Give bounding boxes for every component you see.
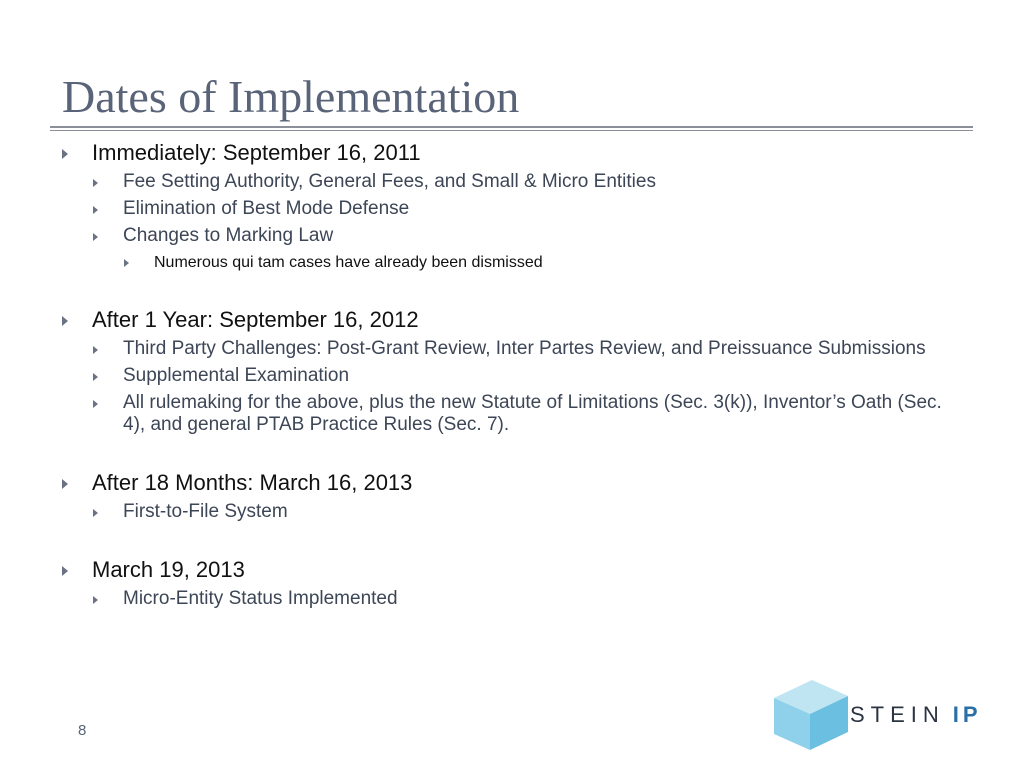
- bullet-arrow-icon: [93, 233, 98, 241]
- bullet-level2: [93, 198, 962, 220]
- logo-wordmark: [850, 702, 982, 728]
- bullet-arrow-icon: [93, 596, 98, 604]
- bullet-text: Supplemental Examination: [123, 365, 350, 386]
- bullet-text: Micro-Entity Status Implemented: [123, 588, 398, 609]
- title-divider-thin: [50, 130, 973, 131]
- section-immediately: [62, 140, 962, 273]
- bullet-level2: [93, 588, 962, 610]
- section-heading: March 19, 2013: [92, 557, 245, 582]
- bullet-text: Elimination of Best Mode Defense: [123, 198, 410, 219]
- page-number: 8: [78, 722, 87, 739]
- bullet-level2: [93, 171, 962, 193]
- bullet-level2: [93, 225, 962, 247]
- bullet-text: All rulemaking for the above, plus the new Statute of Limitations (Sec. 3(k)), Inventor’s Oath (Sec. 4), and general PTAB Practice Rules (Sec. 7).: [123, 392, 942, 435]
- bullet-level1: [62, 140, 962, 166]
- bullet-level1: [62, 557, 962, 583]
- bullet-level2: [93, 365, 962, 387]
- logo-stein-text: STEIN: [850, 702, 945, 727]
- bullet-arrow-icon: [62, 566, 68, 576]
- bullet-arrow-icon: [93, 179, 98, 187]
- bullet-list: [62, 140, 962, 644]
- bullet-arrow-icon: [124, 259, 129, 267]
- bullet-level3: [124, 253, 962, 273]
- section-march-19: [62, 557, 962, 610]
- bullet-arrow-icon: [93, 400, 98, 408]
- logo-ip-text: IP: [952, 702, 982, 727]
- section-heading: After 1 Year: September 16, 2012: [92, 307, 419, 332]
- bullet-text: First-to-File System: [123, 501, 288, 522]
- bullet-arrow-icon: [93, 373, 98, 381]
- bullet-level2: [93, 501, 962, 523]
- bullet-arrow-icon: [93, 346, 98, 354]
- bullet-text: Third Party Challenges: Post-Grant Review, Inter Partes Review, and Preissuance Submissions: [123, 338, 926, 359]
- bullet-level1: [62, 470, 962, 496]
- bullet-text: Changes to Marking Law: [123, 225, 334, 246]
- bullet-arrow-icon: [62, 149, 68, 159]
- slide-title: Dates of Implementation: [62, 71, 520, 122]
- bullet-arrow-icon: [62, 316, 68, 326]
- bullet-level1: [62, 307, 962, 333]
- bullet-level2: [93, 338, 962, 360]
- bullet-arrow-icon: [93, 509, 98, 517]
- bullet-text: Fee Setting Authority, General Fees, and Small & Micro Entities: [123, 171, 656, 192]
- section-heading: Immediately: September 16, 2011: [92, 140, 421, 165]
- section-after-1-year: [62, 307, 962, 436]
- section-after-18-months: [62, 470, 962, 523]
- section-heading: After 18 Months: March 16, 2013: [92, 470, 413, 495]
- title-divider: [50, 126, 973, 128]
- bullet-text: Numerous qui tam cases have already been dismissed: [154, 254, 543, 271]
- bullet-level2: [93, 392, 962, 436]
- bullet-arrow-icon: [93, 206, 98, 214]
- bullet-arrow-icon: [62, 479, 68, 489]
